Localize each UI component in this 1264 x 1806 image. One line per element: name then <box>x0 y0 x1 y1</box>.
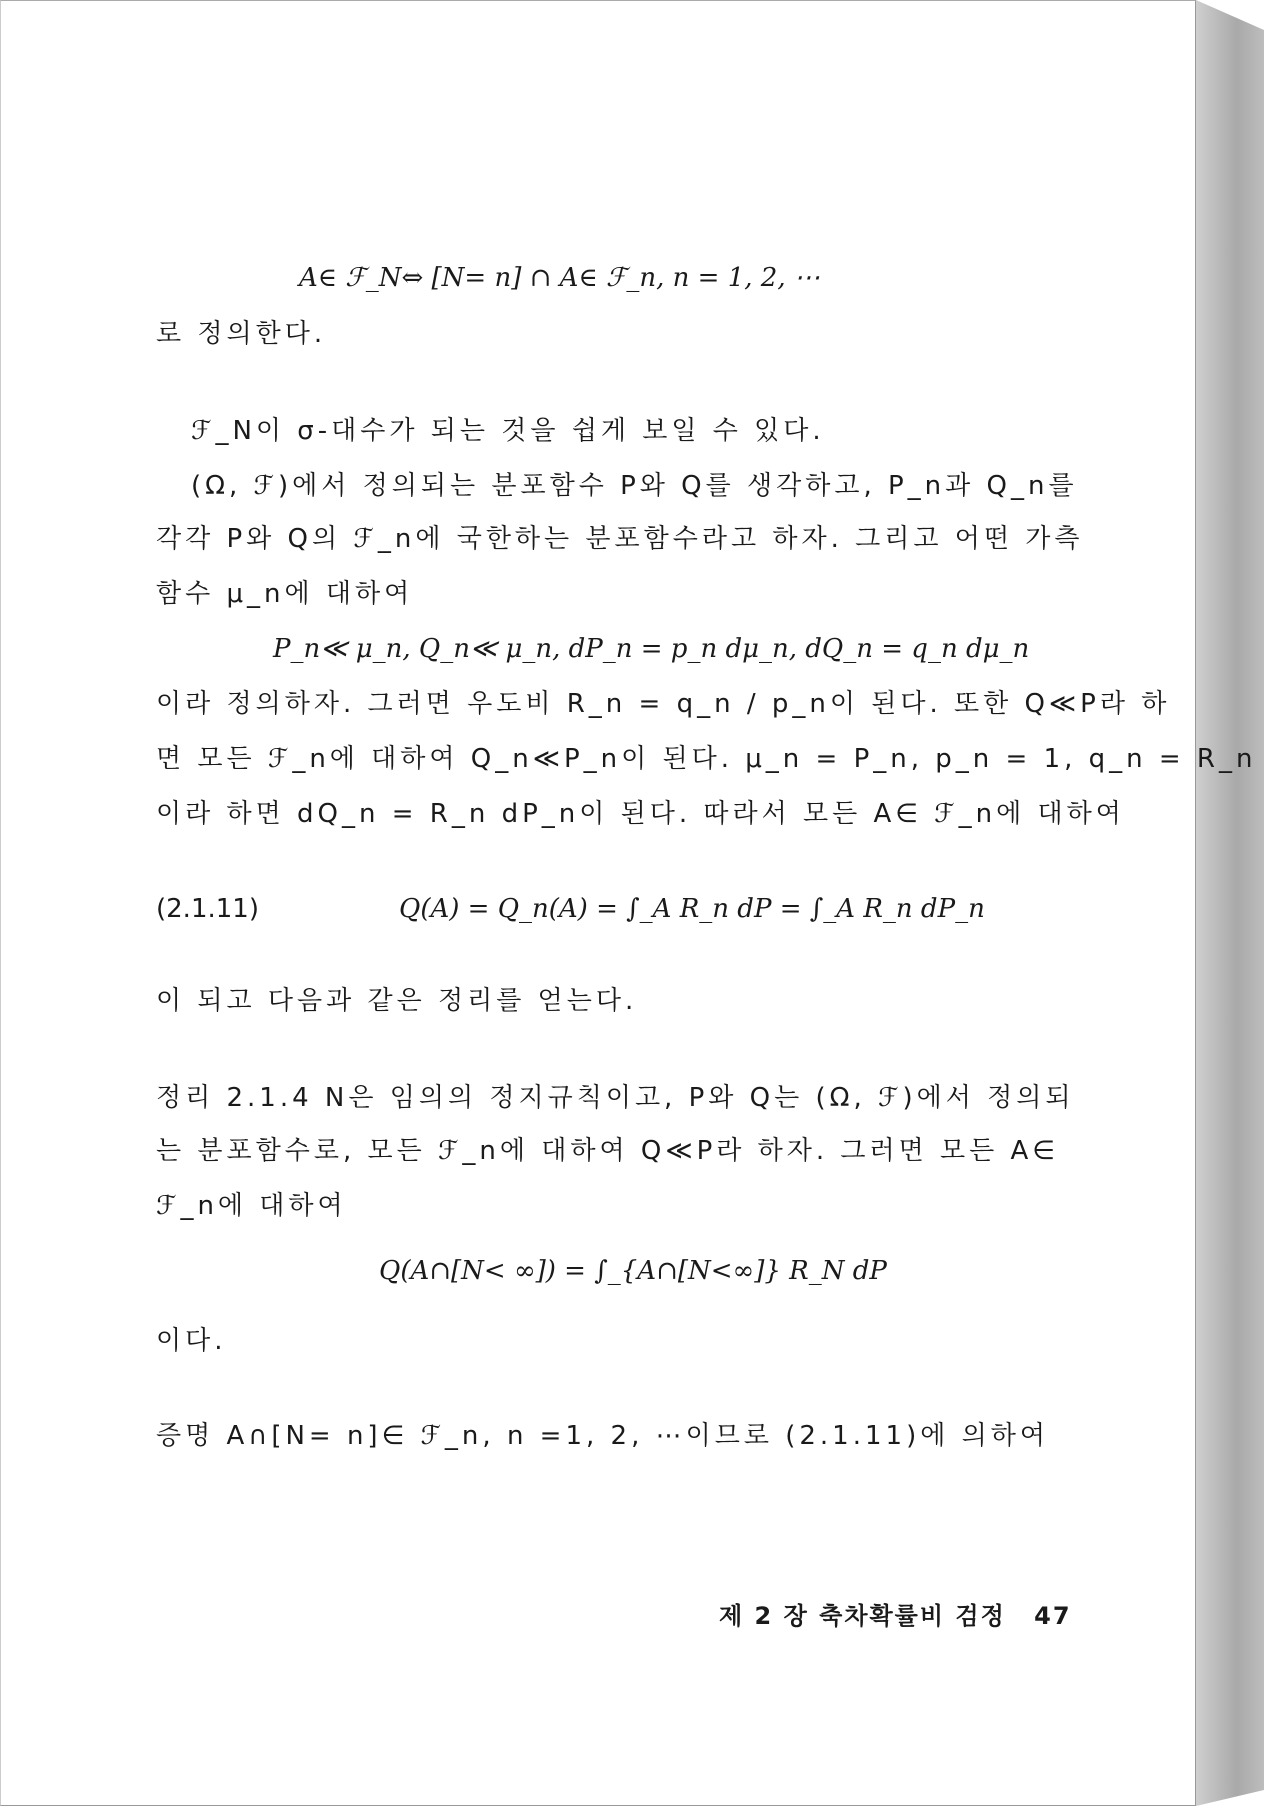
theorem-2-1-4-line-2: 는 분포함수로, 모든 ℱ_n에 대하여 Q≪P라 하자. 그러면 모든 A∈ <box>156 1136 1059 1166</box>
text-line-9: 면 모든 ℱ_n에 대하여 Q_n≪P_n이 된다. μ_n = P_n, p_n = 1, q_n = R_n <box>156 744 1257 774</box>
proof-line: 증명 A∩[N= n]∈ ℱ_n, n =1, 2, ⋯이므로 (2.1.11)에 의하여 <box>156 1421 1049 1451</box>
equation-theorem: Q(A∩[N< ∞]) = ∫_{A∩[N<∞]} R_N dP <box>379 1256 887 1286</box>
page-side-edge <box>1196 0 1264 1806</box>
text-line-2: 로 정의한다. <box>156 319 327 349</box>
text-line-8: 이라 정의하자. 그러면 우도비 R_n = q_n / p_n이 된다. 또한 Q≪P라 하 <box>156 689 1171 719</box>
chapter-title: 제 2 장 축차확률비 검정 <box>719 1602 1006 1630</box>
text-line-6: 함수 μ_n에 대하여 <box>156 579 414 609</box>
text-line-3: ℱ_N이 σ-대수가 되는 것을 쉽게 보일 수 있다. <box>191 416 825 446</box>
text-line-11: 이 되고 다음과 같은 정리를 얻는다. <box>156 986 638 1016</box>
text-line-4: (Ω, ℱ)에서 정의되는 분포함수 P와 Q를 생각하고, P_n과 Q_n를 <box>191 471 1078 501</box>
eq-l1: A∈ ℱ_N⇔ [N= n] ∩ A∈ ℱ_n, n = 1, 2, ⋯ <box>299 263 820 293</box>
theorem-2-1-4-line-1: 정리 2.1.4 N은 임의의 정지규칙이고, P와 Q는 (Ω, ℱ)에서 정의되 <box>156 1083 1075 1113</box>
page-number: 47 <box>1034 1602 1072 1630</box>
text-line-10: 이라 하면 dQ_n = R_n dP_n이 된다. 따라서 모든 A∈ ℱ_n에 대하여 <box>156 799 1125 829</box>
text-line-15: 이다. <box>156 1326 227 1356</box>
equation-number-2-1-11: (2.1.11) <box>156 894 259 924</box>
text-line-5: 각각 P와 Q의 ℱ_n에 국한하는 분포함수라고 하자. 그리고 어떤 가측 <box>156 524 1084 554</box>
equation-densities: P_n≪ μ_n, Q_n≪ μ_n, dP_n = p_n dμ_n, dQ_n = q_n dμ_n <box>273 634 1030 664</box>
theorem-2-1-4-line-3: ℱ_n에 대하여 <box>156 1191 347 1221</box>
equation-2-1-11: Q(A) = Q_n(A) = ∫_A R_n dP = ∫_A R_n dP_n <box>399 894 985 924</box>
equation-stopping-sigma-field <box>299 263 820 294</box>
running-footer <box>719 1596 1072 1631</box>
